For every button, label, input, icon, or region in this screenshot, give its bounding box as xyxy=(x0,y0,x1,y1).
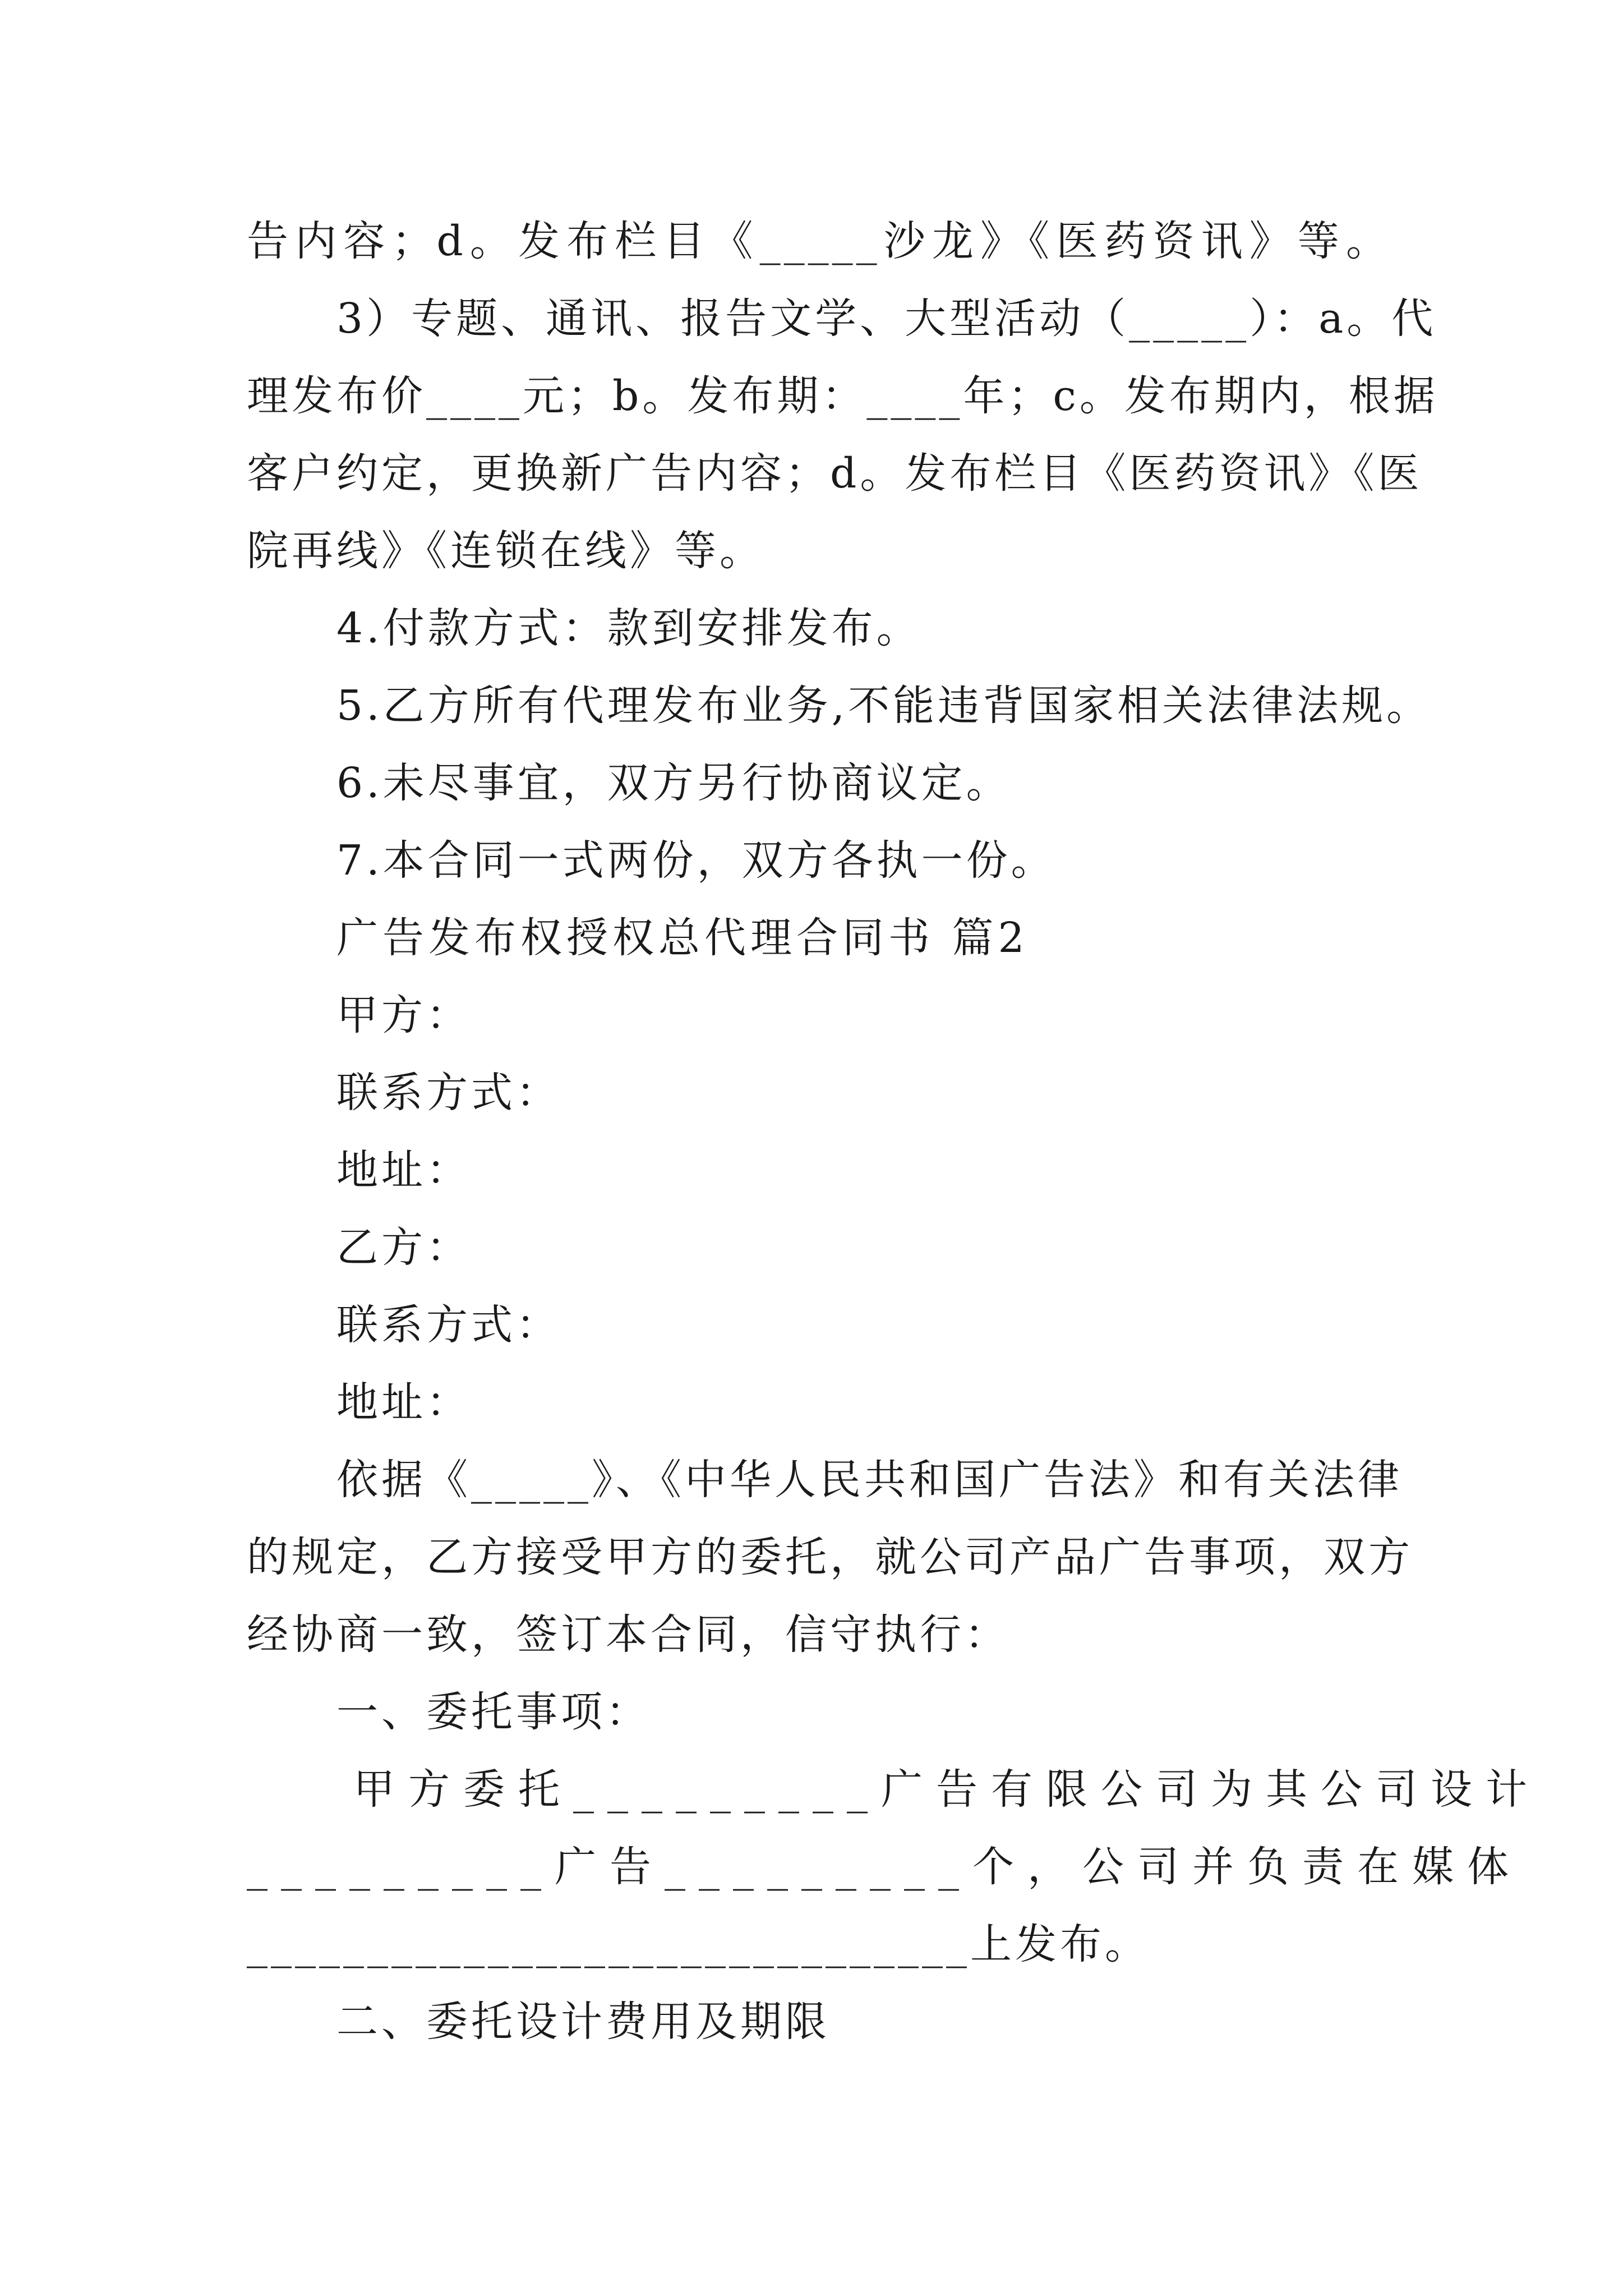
text-line-copies: 7.本合同一式两份，双方各执一份。 xyxy=(336,836,1056,885)
text-line-media-publish: ______________________________上发布。 xyxy=(247,1920,1150,1968)
text-line-item-3-special-topics: 3）专题、通讯、报告文学、大型活动（_____）：a。代 xyxy=(336,295,1437,343)
text-line-ad-content-salon: 告内容；d。发布栏目《_____沙龙》《医药资讯》等。 xyxy=(247,217,1391,265)
party-a-address-label: 地址： xyxy=(336,1146,471,1194)
party-a-contact-label: 联系方式： xyxy=(336,1069,561,1117)
text-line-payment-method: 4.付款方式：款到安排发布。 xyxy=(336,604,921,652)
party-b-address-label: 地址： xyxy=(336,1378,471,1427)
section-heading-entrusted-matters: 一、委托事项： xyxy=(336,1688,651,1736)
text-line-columns-end: 院再线》《连锁在线》等。 xyxy=(247,527,764,575)
section-heading-design-fees: 二、委托设计费用及期限 xyxy=(336,1998,830,2046)
text-line-legal-basis: 依据《_____》、《中华人民共和国广告法》和有关法律 xyxy=(336,1456,1403,1504)
text-line-publish-price: 理发布价____元；b。发布期：____年；c。发布期内，根据 xyxy=(247,372,1438,420)
party-b-contact-label: 联系方式： xyxy=(336,1301,561,1349)
text-line-design-entrust: 甲方委托_________广告有限公司为其公司设计 xyxy=(353,1765,1541,1814)
party-a-label: 甲方： xyxy=(336,991,471,1039)
text-line-entrustment: 的规定，乙方接受甲方的委托，就公司产品广告事项，双方 xyxy=(247,1533,1413,1581)
section-title-contract-2: 广告发布权授权总代理合同书 篇2 xyxy=(336,914,1029,962)
text-line-unresolved-matters: 6.未尽事宜，双方另行协商议定。 xyxy=(336,759,1011,807)
text-line-client-agreement: 客户约定，更换新广告内容；d。发布栏目《医药资讯》《医 xyxy=(247,449,1423,498)
text-line-legal-compliance: 5.乙方所有代理发布业务,不能违背国家相关法律法规。 xyxy=(336,682,1432,730)
text-line-ad-count: _________广告_________个，公司并负责在媒体 xyxy=(247,1843,1522,1891)
party-b-label: 乙方： xyxy=(336,1223,471,1272)
text-line-agreement: 经协商一致，签订本合同，信守执行： xyxy=(247,1611,1009,1659)
